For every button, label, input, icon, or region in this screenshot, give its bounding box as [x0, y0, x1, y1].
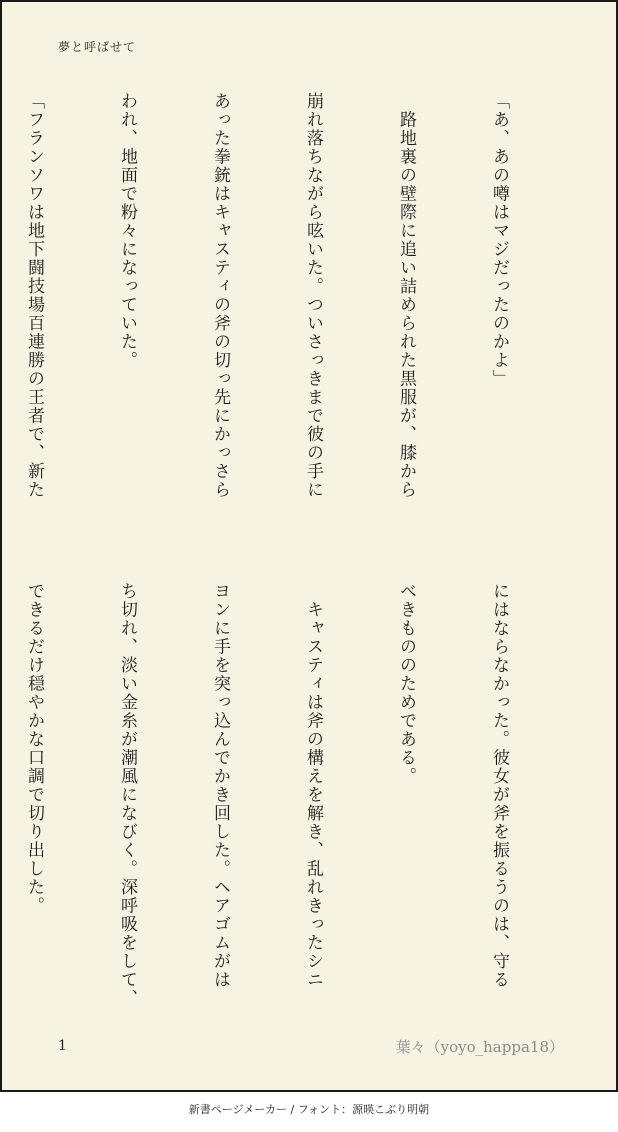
text-column: 路地裏の壁際に追い詰められた黒服が、膝から [396, 92, 416, 499]
text-column: キャスティは斧の構えを解き、乱れきったシニ [303, 582, 323, 989]
text-column: ヨンに手を突っ込んでかき回した。ヘアゴムがは [210, 582, 230, 989]
text-column: にはならなかった。彼女が斧を振るうのは、守る [489, 582, 509, 989]
generator-credit: 新書ページメーカー / フォント：源暎こぶり明朝 [188, 1103, 430, 1116]
text-column: われ、地面で粉々になっていた。 [117, 92, 137, 370]
text-column: あった拳銃はキャスティの斧の切っ先にかっさら [210, 92, 230, 499]
text-column: 崩れ落ちながら呟いた。ついさっきまで彼の手に [303, 92, 323, 499]
author-credit: 葉々（yoyo_happa18） [395, 1038, 564, 1056]
upper-text-block [0, 92, 576, 532]
text-column: できるだけ穏やかな口調で切り出した。 [24, 582, 44, 915]
lower-text-block [0, 582, 576, 1022]
text-column: べきもののためである。 [396, 582, 416, 786]
text-column: 「あ、あの噂はマジだったのかよ」 [489, 92, 509, 388]
text-column: ち切れ、淡い金糸が潮風になびく。深呼吸をして、 [117, 582, 137, 1008]
text-column: 「フランソワは地下闘技場百連勝の王者で、新た [24, 92, 44, 499]
running-title: 夢と呼ばせて [58, 40, 137, 54]
page-number: 1 [58, 1038, 67, 1054]
